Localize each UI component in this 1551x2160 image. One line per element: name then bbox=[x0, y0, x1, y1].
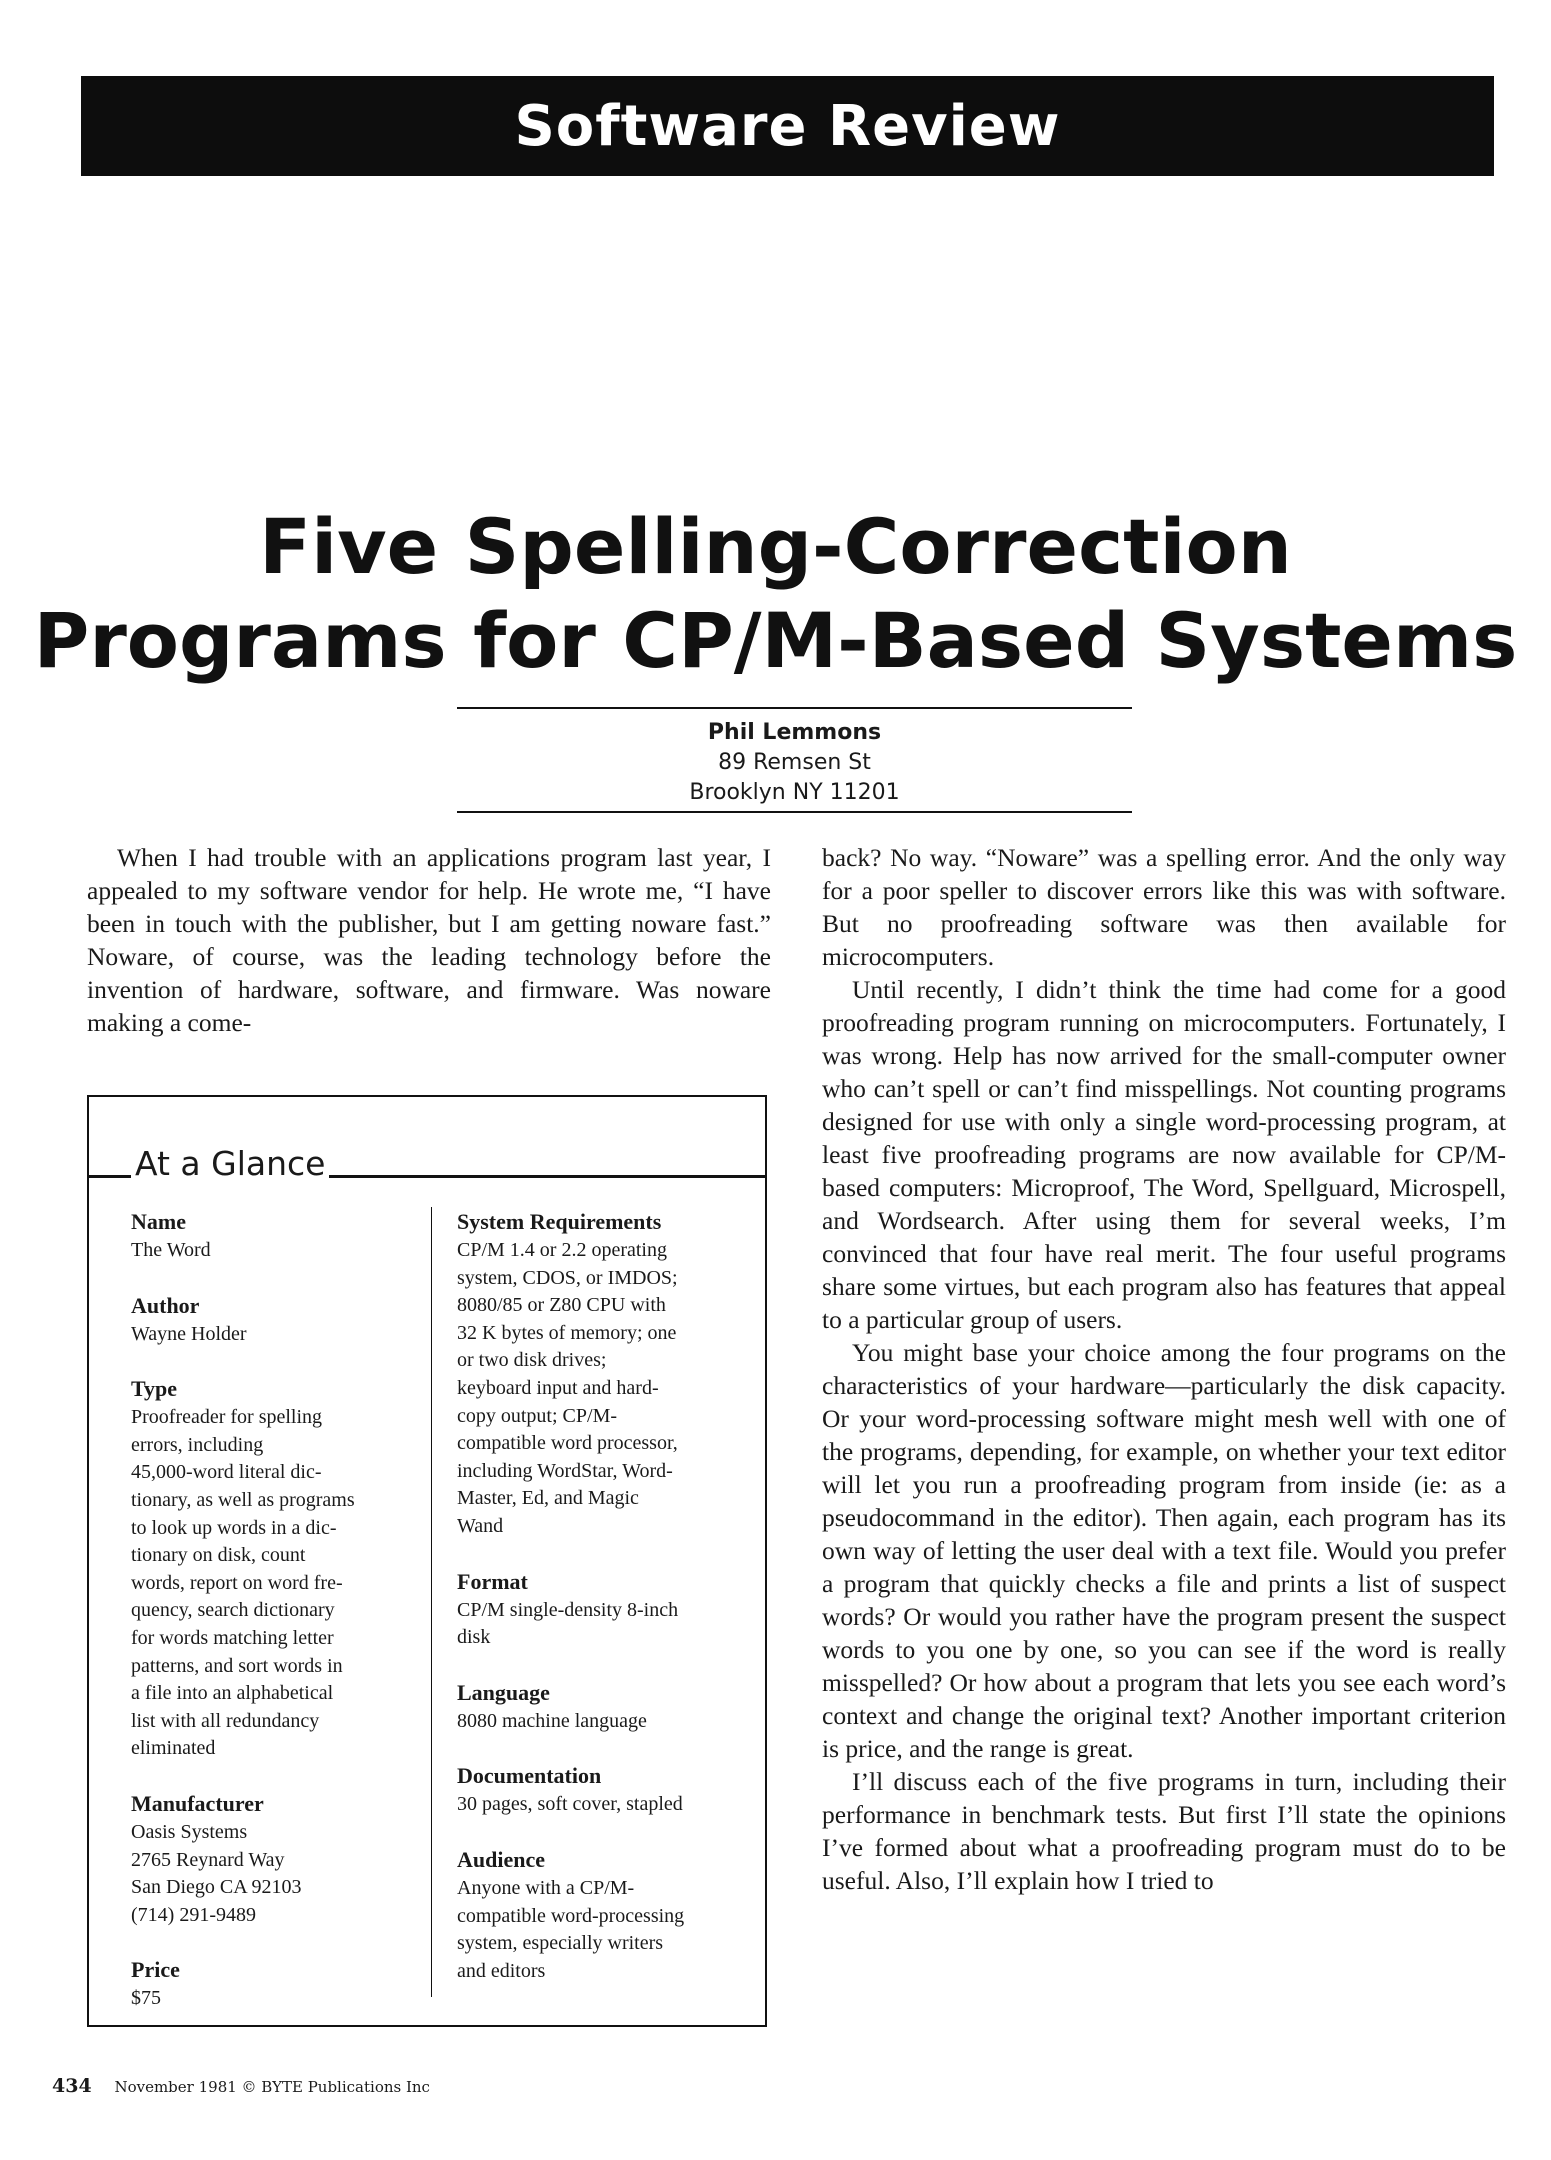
glance-section bbox=[457, 1845, 747, 1985]
glance-section-line: quency, search dictionary bbox=[131, 1599, 335, 1622]
section-banner: Software Review bbox=[81, 76, 1494, 176]
glance-section-line: words, report on word fre- bbox=[131, 1571, 343, 1594]
glance-section-label: Type bbox=[131, 1376, 178, 1402]
paragraph: I’ll discuss each of the five programs in turn, including their performance in benchmark tests. But first I’ll state the opinions I’ve formed about what a proofreading program must do to be useful. Also, I’ll explain how I tried to bbox=[822, 1767, 1506, 1895]
glance-section-line: to look up words in a dic- bbox=[131, 1516, 337, 1539]
glance-section-line: eliminated bbox=[131, 1737, 216, 1760]
glance-section-line: $75 bbox=[131, 1987, 161, 2010]
glance-section-label: Manufacturer bbox=[131, 1790, 264, 1816]
glance-section-line: including WordStar, Word- bbox=[457, 1459, 673, 1482]
glance-section-label: Format bbox=[457, 1568, 528, 1594]
glance-section-line: The Word bbox=[131, 1239, 211, 1261]
glance-section-line: tionary on disk, count bbox=[131, 1544, 306, 1567]
glance-section bbox=[457, 1207, 747, 1541]
glance-section-line: 8080/85 or Z80 CPU with bbox=[457, 1294, 666, 1317]
glance-section-label: Price bbox=[131, 1957, 180, 1983]
glance-section-line: tionary, as well as programs bbox=[131, 1488, 355, 1511]
glance-section bbox=[457, 1567, 747, 1652]
glance-section bbox=[457, 1678, 747, 1736]
glance-section bbox=[131, 1955, 426, 2013]
glance-section bbox=[131, 1374, 426, 1763]
glance-section-line: a file into an alphabetical bbox=[131, 1682, 334, 1705]
body-column-left bbox=[87, 841, 771, 1039]
at-a-glance-box bbox=[87, 1095, 767, 2027]
glance-section-line: 30 pages, soft cover, stapled bbox=[457, 1793, 683, 1816]
glance-section-line: CP/M 1.4 or 2.2 operating bbox=[457, 1239, 667, 1261]
paragraph: You might base your choice among the four programs on the characteristics of your hardware—particularly the disk capacity. Or your word-processing software might mesh well with one of the programs, depending, for example, on whether your text editor will let you run a proofreading program from inside (ie: as a pseudocommand in the editor). Then again, each program has its own way of letting the user deal with a text file. Would you prefer a program that quickly checks a file and prints a list of suspect words? Or would you rather have the program present the suspect words to you one by one, so you can see if the word is really misspelled? Or how about a program that lets you see each word’s context and change the original text? Another important criterion is price, and the range is great. bbox=[822, 1338, 1506, 1763]
byline-rule-top bbox=[457, 707, 1132, 709]
glance-section bbox=[131, 1789, 426, 1929]
glance-column-left bbox=[131, 1207, 426, 2039]
glance-section bbox=[131, 1207, 426, 1265]
glance-section-line: patterns, and sort words in bbox=[131, 1654, 343, 1677]
glance-section-line: and editors bbox=[457, 1959, 546, 1982]
glance-section-line: Wayne Holder bbox=[131, 1322, 247, 1345]
glance-section-line: keyboard input and hard- bbox=[457, 1376, 659, 1399]
paragraph: Until recently, I didn’t think the time had come for a good proofreading program running on microcomputers. Fortunately, I was wrong. Help has now arrived for the small-computer owner who can’t spell or can’t find misspellings. Not counting programs designed for use with only a single word-processing program, at least five proofreading programs are now available for CP/M-based computers: Microproof, The Word, Spellguard, Microspell, and Wordsearch. After using them for several weeks, I’m convinced that four have real merit. The four useful programs share some virtues, but each program also has features that appeal to a particular group of users. bbox=[822, 975, 1506, 1334]
glance-section-line: disk bbox=[457, 1626, 491, 1649]
glance-section-line: system, CDOS, or IMDOS; bbox=[457, 1266, 678, 1289]
author-city: Brooklyn NY 11201 bbox=[689, 780, 900, 805]
glance-section-line: 8080 machine language bbox=[457, 1709, 647, 1732]
glance-section bbox=[457, 1761, 747, 1819]
glance-section-line: Oasis Systems bbox=[131, 1820, 248, 1843]
page-number: 434 bbox=[52, 2075, 92, 2097]
author-street: 89 Remsen St bbox=[718, 750, 871, 775]
glance-section-line: system, especially writers bbox=[457, 1932, 664, 1955]
title-line-2: Programs for CP/M-Based Systems bbox=[33, 596, 1518, 685]
title-line-1: Five Spelling-Correction bbox=[259, 502, 1292, 591]
glance-divider bbox=[431, 1207, 432, 1997]
glance-section-label: Audience bbox=[457, 1846, 545, 1872]
glance-section-line: list with all redundancy bbox=[131, 1709, 320, 1732]
glance-section-line: Master, Ed, and Magic bbox=[457, 1487, 639, 1510]
glance-section-line: errors, including bbox=[131, 1433, 264, 1456]
glance-section-line: 32 K bytes of memory; one bbox=[457, 1321, 677, 1344]
author-name: Phil Lemmons bbox=[707, 720, 882, 745]
paragraph: When I had trouble with an applications program last year, I appealed to my software vendor for help. He wrote me, “I have been in touch with the publisher, but I am getting noware fast.” Noware, of course, was the leading technology before the invention of hardware, software, and firmware. Was noware making a come- bbox=[87, 843, 771, 1037]
page-footer bbox=[52, 2075, 430, 2097]
glance-section-label: Author bbox=[131, 1292, 200, 1318]
glance-section-line: San Diego CA 92103 bbox=[131, 1876, 302, 1899]
paragraph: back? No way. “Noware” was a spelling error. And the only way for a poor speller to discover errors like this was with software. But no proofreading software was then available for microcomputers. bbox=[822, 843, 1506, 971]
glance-section bbox=[131, 1291, 426, 1349]
glance-section-line: compatible word processor, bbox=[457, 1432, 678, 1455]
glance-section-label: Language bbox=[457, 1679, 550, 1705]
glance-header bbox=[89, 1144, 765, 1184]
glance-section-line: or two disk drives; bbox=[457, 1349, 607, 1372]
glance-section-line: compatible word-processing bbox=[457, 1904, 685, 1927]
glance-section-line: (714) 291-9489 bbox=[131, 1903, 256, 1926]
article-title bbox=[0, 500, 1551, 688]
glance-section-line: 2765 Reynard Way bbox=[131, 1848, 285, 1871]
glance-section-label: System Requirements bbox=[457, 1209, 662, 1234]
glance-section-line: copy output; CP/M- bbox=[457, 1404, 618, 1427]
glance-section-line: Anyone with a CP/M- bbox=[457, 1876, 635, 1899]
glance-section-line: for words matching letter bbox=[131, 1626, 334, 1649]
glance-column-right bbox=[457, 1207, 747, 2011]
body-column-right bbox=[822, 841, 1506, 1897]
byline-rule-bottom bbox=[457, 811, 1132, 813]
glance-section-label: Documentation bbox=[457, 1763, 602, 1789]
glance-section-line: 45,000-word literal dic- bbox=[131, 1461, 322, 1484]
glance-section-line: CP/M single-density 8-inch bbox=[457, 1598, 679, 1621]
glance-section-line: Wand bbox=[457, 1514, 504, 1537]
glance-section-label: Name bbox=[131, 1209, 186, 1234]
glance-section-line: Proofreader for spelling bbox=[131, 1406, 323, 1429]
byline bbox=[457, 718, 1132, 808]
footer-credit: November 1981 © BYTE Publications Inc bbox=[114, 2078, 430, 2096]
glance-heading: At a Glance bbox=[131, 1144, 329, 1184]
